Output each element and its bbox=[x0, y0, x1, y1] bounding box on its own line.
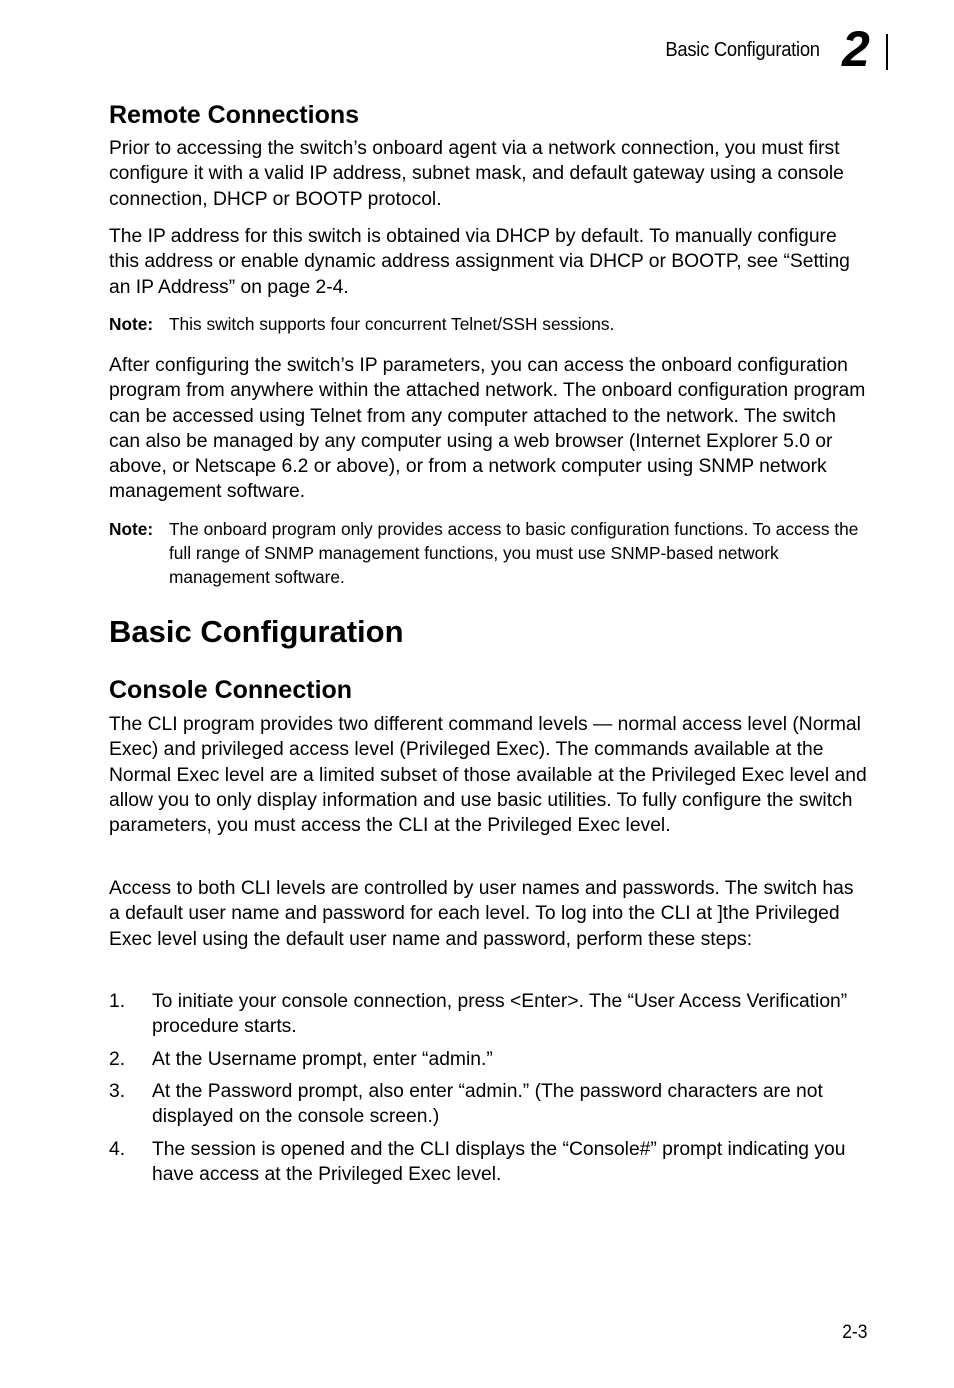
step-text: The session is opened and the CLI displays the “Console#” prompt indicating you have access at the Privileged Exec level. bbox=[152, 1139, 846, 1186]
remote-connections-heading: Remote Connections bbox=[109, 101, 360, 129]
basic-configuration-heading: Basic Configuration bbox=[109, 614, 404, 649]
list-item bbox=[109, 1137, 869, 1188]
note-label: Note: bbox=[109, 314, 154, 334]
step-number: 4. bbox=[109, 1139, 126, 1160]
remote-paragraph-3: After configuring the switch’s IP parameters, you can access the onboard configuration program from anywhere within the attached network. The onboard configuration program can be accessed using Telnet from any computer attached to the network. The switch can also be managed by any computer using a web browser (Internet Explorer 5.0 or above, or Netscape 6.2 or above), or from a network computer using SNMP network management software. bbox=[109, 355, 866, 503]
note-text: This switch supports four concurrent Telnet/SSH sessions. bbox=[169, 314, 615, 334]
step-text: To initiate your console connection, press <Enter>. The “User Access Verification” procedure starts. bbox=[152, 991, 848, 1038]
step-text: At the Password prompt, also enter “admin.” (The password characters are not displayed on the console screen.) bbox=[152, 1081, 823, 1128]
note-text: The onboard program only provides access to basic configuration functions. To access the full range of SNMP management functions, you must use SNMP-based network management software. bbox=[169, 519, 859, 587]
running-header-title: Basic Configuration bbox=[665, 39, 820, 61]
step-number: 2. bbox=[109, 1049, 126, 1070]
step-number: 1. bbox=[109, 991, 126, 1012]
step-text: At the Username prompt, enter “admin.” bbox=[152, 1049, 493, 1070]
remote-paragraph-1: Prior to accessing the switch’s onboard agent via a network connection, you must first configure it with a valid IP address, subnet mask, and default gateway using a console connection, DHCP or BOOTP protocol. bbox=[109, 138, 844, 210]
console-paragraph-2: Access to both CLI levels are controlled by user names and passwords. The switch has a default user name and password for each level. To log into the CLI at ]the Privileged Exec level using the default user name and password, perform these steps: bbox=[109, 878, 854, 950]
remote-paragraph-2: The IP address for this switch is obtained via DHCP by default. To manually configure this address or enable dynamic address assignment via DHCP or BOOTP, see “Setting an IP Address” on page 2-4. bbox=[109, 226, 850, 298]
note-snmp-access bbox=[109, 517, 869, 589]
list-item bbox=[109, 1047, 869, 1072]
note-telnet-sessions bbox=[109, 312, 869, 336]
chapter-number: 2 bbox=[842, 21, 870, 77]
console-paragraph-1: The CLI program provides two different command levels — normal access level (Normal Exec) and privileged access level (Privileged Exec). The commands available at the Normal Exec level are a limited subset of those available at the Privileged Exec level and allow you to only display information and use basic utilities. To fully configure the switch parameters, you must access the CLI at the Privileged Exec level. bbox=[109, 714, 867, 837]
list-item bbox=[109, 989, 869, 1040]
console-connection-heading: Console Connection bbox=[109, 676, 353, 704]
note-label: Note: bbox=[109, 519, 154, 539]
chapter-divider bbox=[886, 34, 888, 70]
page-number: 2-3 bbox=[841, 1322, 867, 1343]
step-number: 3. bbox=[109, 1081, 126, 1102]
list-item bbox=[109, 1079, 869, 1130]
